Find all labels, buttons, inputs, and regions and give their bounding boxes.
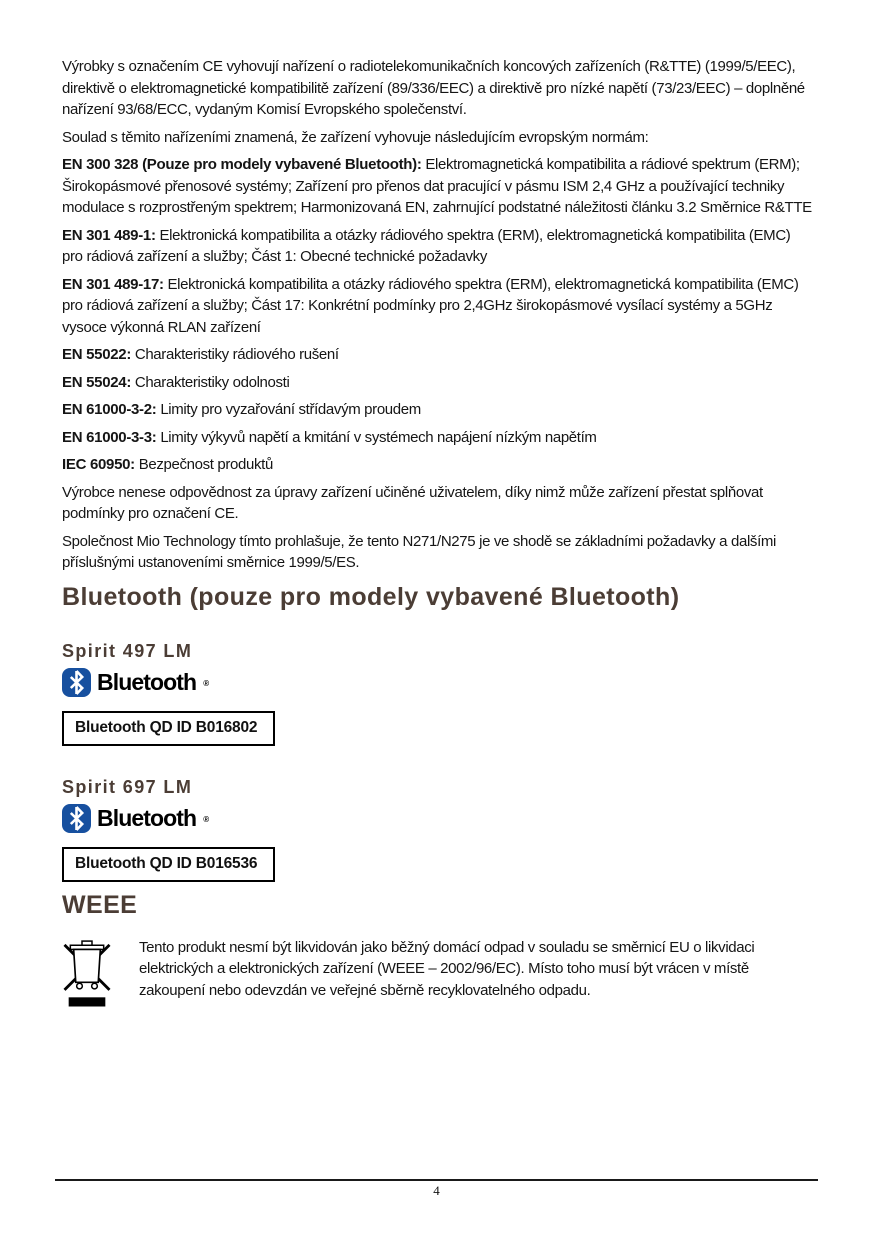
intro-paragraph-2: Soulad s těmito nařízeními znamená, že zařízení vyhovuje následujícím evropským normám: bbox=[62, 128, 649, 146]
standard-item bbox=[62, 274, 814, 339]
standard-code: EN 301 489-17: bbox=[62, 275, 164, 293]
page-footer bbox=[55, 1179, 818, 1199]
bluetooth-wordmark: Bluetooth bbox=[97, 805, 197, 831]
bluetooth-icon bbox=[62, 804, 91, 833]
standard-text: Limity pro vyzařování střídavým proudem bbox=[156, 401, 421, 418]
disclaimer-paragraph-2: Společnost Mio Technology tímto prohlašuje, že tento N271/N275 je ve shodě se základními požadavky a dalšími příslušnými ustanoveními směrnice 1999/5/ES. bbox=[62, 532, 777, 571]
model-title-spirit-697: Spirit 697 LM bbox=[62, 776, 193, 797]
disclaimer-paragraph-1: Výrobce nenese odpovědnost za úpravy zařízení učiněné uživatelem, díky nimž může zařízení přestat splňovat podmínky pro označení CE. bbox=[62, 483, 763, 522]
standard-item bbox=[62, 225, 814, 268]
bluetooth-logo bbox=[62, 668, 814, 698]
bluetooth-icon bbox=[62, 668, 91, 697]
standard-code: IEC 60950: bbox=[62, 456, 135, 473]
standard-code: EN 55024: bbox=[62, 373, 132, 391]
standard-item bbox=[62, 372, 814, 394]
standard-text: Elektromagnetická kompatibilita a rádiové spektrum (ERM); Širokopásmové přenosové systémy; Zařízení pro přenos dat pracující v pásmu ISM 2,4 GHz a používající techniky modulace s rozprostřeným spektrem; Harmonizovaná EN, zahrnující podstatné náležitosti článku 3.2 Směrnice R&TTE bbox=[62, 156, 812, 216]
weee-section-title: WEEE bbox=[62, 890, 138, 919]
weee-paragraph: Tento produkt nesmí být likvidován jako běžný domácí odpad v souladu se směrnicí EU o likvidaci elektrických a elektronických zařízení (WEEE – 2002/96/EC). Místo toho musí být vrácen v místě zakoupení nebo odevzdán ve veřejné sběrně recyklovatelného odpadu. bbox=[139, 938, 755, 999]
standard-item bbox=[62, 454, 814, 476]
standard-text: Elektronická kompatibilita a otázky rádiového spektra (ERM), elektromagnetická kompatibilita (EMC) pro rádiová zařízení a služby; Část 17: Konkrétní podmínky pro 2,4GHz širokopásmové vysílací systémy a 5GHz vysoce výkonná RLAN zařízení bbox=[62, 275, 799, 336]
standard-code: EN 61000-3-2: bbox=[62, 401, 157, 418]
standard-text: Limity výkyvů napětí a kmitání v systémech napájení nízkým napětím bbox=[156, 428, 597, 446]
page-number: 4 bbox=[433, 1183, 440, 1198]
standard-item bbox=[62, 154, 814, 219]
standard-text: Charakteristiky odolnosti bbox=[131, 373, 290, 391]
standard-code: EN 301 489-1: bbox=[62, 226, 156, 244]
standard-code: EN 55022: bbox=[62, 346, 132, 363]
intro-paragraph-1: Výrobky s označením CE vyhovují nařízení o radiotelekomunikačních koncových zařízeních (R&TTE) (1999/5/EEC), direktivě o elektromagnetické kompatibilitě zařízení (89/336/EEC) a direktivě pro nízké napětí (73/23/EEC) – doplněné nařízení 93/68/ECC, vydaným Komisí Evropského společenství. bbox=[62, 58, 805, 118]
weee-crossed-bin-icon bbox=[62, 939, 112, 1009]
standard-item bbox=[62, 427, 814, 449]
footer-rule bbox=[55, 1179, 818, 1181]
bluetooth-wordmark: Bluetooth bbox=[97, 669, 197, 695]
standard-item bbox=[62, 344, 814, 366]
bluetooth-logo bbox=[62, 804, 814, 834]
standard-code: EN 300 328 (Pouze pro modely vybavené Bluetooth): bbox=[62, 156, 422, 173]
standard-text: Elektronická kompatibilita a otázky rádiového spektra (ERM), elektromagnetická kompatibilita (EMC) pro rádiová zařízení a služby; Část 1: Obecné technické požadavky bbox=[62, 226, 791, 265]
standard-item bbox=[62, 399, 814, 421]
standard-code: EN 61000-3-3: bbox=[62, 428, 157, 446]
model-title-spirit-497: Spirit 497 LM bbox=[62, 640, 193, 661]
bluetooth-section-title: Bluetooth (pouze pro modely vybavené Bluetooth) bbox=[62, 582, 680, 611]
registered-mark: ® bbox=[203, 679, 210, 688]
standard-text: Bezpečnost produktů bbox=[134, 456, 273, 473]
qd-id-box-497: Bluetooth QD ID B016802 bbox=[62, 711, 275, 746]
registered-mark: ® bbox=[203, 815, 210, 824]
weee-row bbox=[62, 937, 814, 1009]
standard-text: Charakteristiky rádiového rušení bbox=[131, 346, 339, 363]
qd-id-box-697: Bluetooth QD ID B016536 bbox=[62, 847, 275, 882]
